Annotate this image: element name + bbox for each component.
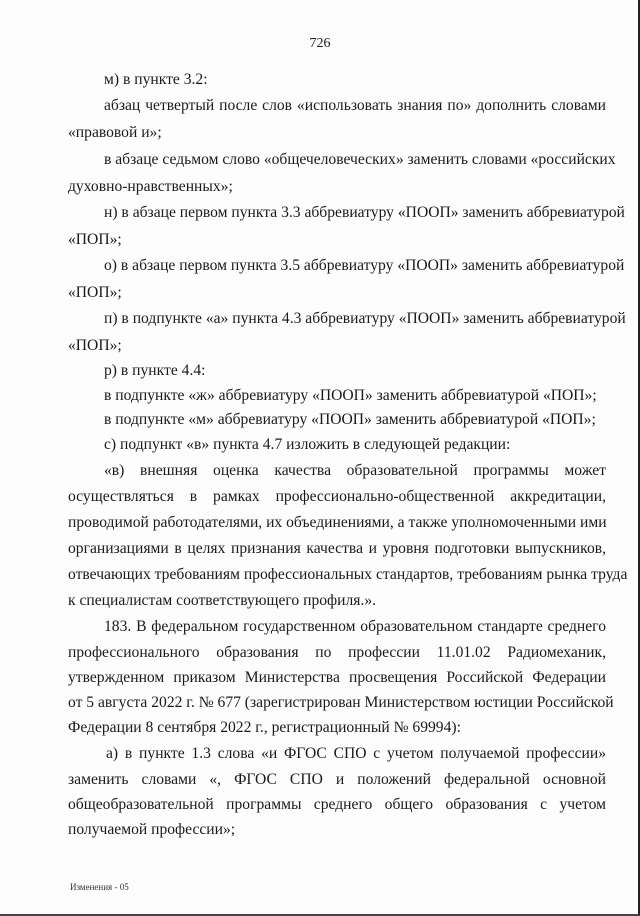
text-line: «ПОП»; bbox=[68, 231, 122, 248]
text-line: р) в пункте 4.4: bbox=[104, 362, 206, 379]
text-line: в абзаце седьмом слово «общечеловеческих» заменить словами «российских bbox=[104, 151, 616, 168]
text-line: утвержденном приказом Министерства просвещения Российской Федерации bbox=[68, 669, 606, 686]
text-line: Федерации 8 сентября 2022 г., регистрационный № 69994): bbox=[68, 719, 461, 736]
text-line: «ПОП»; bbox=[68, 337, 122, 354]
text-line: п) в подпункте «а» пункта 4.3 аббревиатуру «ПООП» заменить аббревиатурой bbox=[104, 310, 626, 327]
text-line: профессионального образования по профессии 11.01.02 Радиомеханик, bbox=[68, 644, 606, 661]
text-line: о) в абзаце первом пункта 3.5 аббревиатуру «ПООП» заменить аббревиатурой bbox=[104, 257, 625, 274]
footer-note: Изменения - 05 bbox=[70, 882, 129, 892]
page-number: 726 bbox=[309, 36, 331, 51]
text-line: к специалистам соответствующего профиля.». bbox=[68, 592, 377, 609]
text-line: осуществляться в рамках профессионально-общественной аккредитации, bbox=[68, 488, 606, 505]
text-line: «правовой и»; bbox=[68, 124, 162, 141]
text-line: «в) внешняя оценка качества образовательной программы может bbox=[104, 462, 606, 479]
text-line: а) в пункте 1.3 слова «и ФГОС СПО с учетом получаемой профессии» bbox=[106, 745, 606, 762]
text-line: н) в абзаце первом пункта 3.3 аббревиатуру «ПООП» заменить аббревиатурой bbox=[104, 204, 625, 221]
text-line: в подпункте «ж» аббревиатуру «ПООП» заменить аббревиатурой «ПОП»; bbox=[104, 387, 597, 404]
text-line: от 5 августа 2022 г. № 677 (зарегистрирован Министерством юстиции Российской bbox=[68, 694, 614, 711]
text-line: духовно-нравственных»; bbox=[68, 178, 233, 195]
text-line: общеобразовательной программы среднего общего образования с учетом bbox=[68, 796, 606, 813]
text-line: организациями в целях признания качества и уровня подготовки выпускников, bbox=[68, 540, 606, 557]
text-line: м) в пункте 3.2: bbox=[104, 71, 208, 88]
text-line: получаемой профессии»; bbox=[68, 821, 236, 838]
text-line: заменить словами «, ФГОС СПО и положений федеральной основной bbox=[68, 771, 606, 788]
text-line: отвечающих требованиям профессиональных стандартов, требованиям рынка труда bbox=[68, 566, 628, 583]
text-line: «ПОП»; bbox=[68, 284, 122, 301]
text-line: с) подпункт «в» пункта 4.7 изложить в следующей редакции: bbox=[104, 436, 511, 453]
text-line: в подпункте «м» аббревиатуру «ПООП» заменить аббревиатурой «ПОП»; bbox=[104, 411, 596, 428]
text-line: проводимой работодателями, их объединениями, а также уполномоченными ими bbox=[68, 514, 607, 531]
text-line: абзац четвертый после слов «использовать знания по» дополнить словами bbox=[104, 97, 606, 114]
text-line: 183. В федеральном государственном образовательном стандарте среднего bbox=[104, 618, 606, 635]
